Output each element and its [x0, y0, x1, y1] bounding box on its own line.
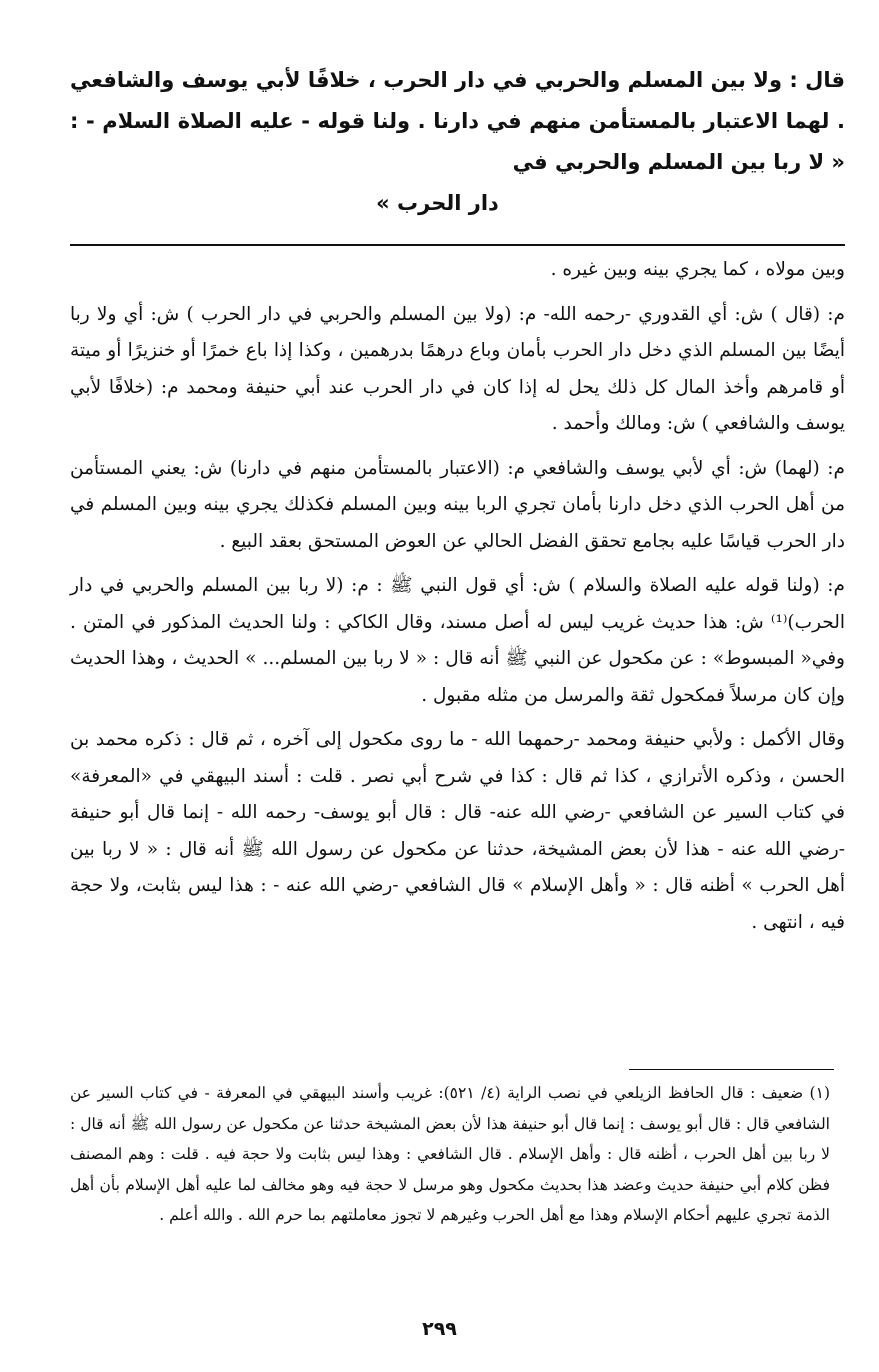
- commentary-paragraph: م: (لهما) ش: أي لأبي يوسف والشافعي م: (الاعتبار بالمستأمن منهم في دارنا) ش: يعني المستأمن من أهل الحرب الذي دخل دارنا بأمان تجري الربا بينه وبين المسلم فكذلك يجري بينه وبين المسلم في دار الحرب قياسًا عليه بجامع تحقق الفضل الحالي عن العوض المستحق بعقد البيع .: [70, 457, 845, 552]
- matn-block: [70, 60, 845, 224]
- footnote-divider: [629, 1069, 834, 1070]
- matn-tail: دار الحرب »: [376, 191, 499, 215]
- footnote: (١) ضعيف : قال الحافظ الزيلعي في نصب الراية (٤/ ٥٢١): غريب وأسند البيهقي في المعرفة - في كتاب السير عن الشافعي قال : قال أبو يوسف : إنما قال أبو حنيفة هذا لأن بعض المشيخة حدثنا عن مكحول عن رسول الله ﷺ أنه قال : لا ربا بين أهل الحرب ، أظنه قال : وأهل الإسلام . قال الشافعي : وهذا ليس بثابت ولا حجة فيه . قلت : وهم المصنف فظن كلام أبي حنيفة حديث وعضد هذا بحديث مكحول وهو مرسل لا حجة فيه وهو مخالف لما عليه أهل الإسلام بأن أهل الذمة تجري عليهم أحكام الإسلام وهذا مع أهل الحرب وغيرهم لا تجوز معاملتهم بما حرم الله . والله أعلم .: [70, 1084, 830, 1224]
- page-number: ٢٩٩: [422, 1318, 457, 1340]
- commentary-paragraph: وبين مولاه ، كما يجري بينه وبين غيره .: [550, 259, 845, 280]
- matn-text: قال : ولا بين المسلم والحربي في دار الحرب ، خلافًا لأبي يوسف والشافعي . لهما الاعتبار بالمستأمن منهم في دارنا . ولنا قوله - عليه الصلاة السلام - : « لا ربا بين المسلم والحربي في: [70, 68, 845, 174]
- commentary-paragraph: م: (ولنا قوله عليه الصلاة والسلام ) ش: أي قول النبي ﷺ : م: (لا ربا بين المسلم والحربي في دار الحرب)⁽¹⁾ ش: هذا حديث غريب ليس له أصل مسند، وقال الكاكي : ولنا الحديث المذكور في المتن . وفي« المبسوط» : عن مكحول عن النبي ﷺ أنه قال : « لا ربا بين المسلم... » الحديث ، وهذا الحديث وإن كان مرسلاً فمكحول ثقة والمرسل من مثله مقبول .: [70, 575, 845, 706]
- matn-divider: [70, 244, 845, 246]
- page-body: [70, 60, 845, 949]
- commentary-paragraph: م: (قال ) ش: أي القدوري -رحمه الله- م: (ولا بين المسلم والحربي في دار الحرب ) ش: أي ولا ربا أيضًا بين المسلم الذي دخل دار الحرب بأمان وباع درهمًا بدرهمين ، وكذا إذا باع خمرًا أو خنزيرًا أو ميتة أو قامرهم وأخذ المال كل ذلك يحل له إذا كان في دار الحرب عند أبي حنيفة ومحمد م: (خلافًا لأبي يوسف والشافعي ) ش: ومالك وأحمد .: [70, 303, 845, 434]
- commentary-paragraph: وقال الأكمل : ولأبي حنيفة ومحمد -رحمهما الله - ما روى مكحول إلى آخره ، ثم قال : ذكره محمد بن الحسن ، وذكره الأترازي ، كذا ثم قال : كذا في شرح أبي نصر . قلت : أسند البيهقي في «المعرفة» في كتاب السير عن الشافعي -رضي الله عنه- قال : قال أبو يوسف- رحمه الله - إنما قال أبو حنيفة -رضي الله عنه - هذا لأن بعض المشيخة، حدثنا عن مكحول عن رسول الله ﷺ أنه قال : « لا ربا بين أهل الحرب » أظنه قال : « وأهل الإسلام » قال الشافعي -رضي الله عنه - : هذا ليس بثابت، ولا حجة فيه ، انتهى .: [70, 729, 845, 933]
